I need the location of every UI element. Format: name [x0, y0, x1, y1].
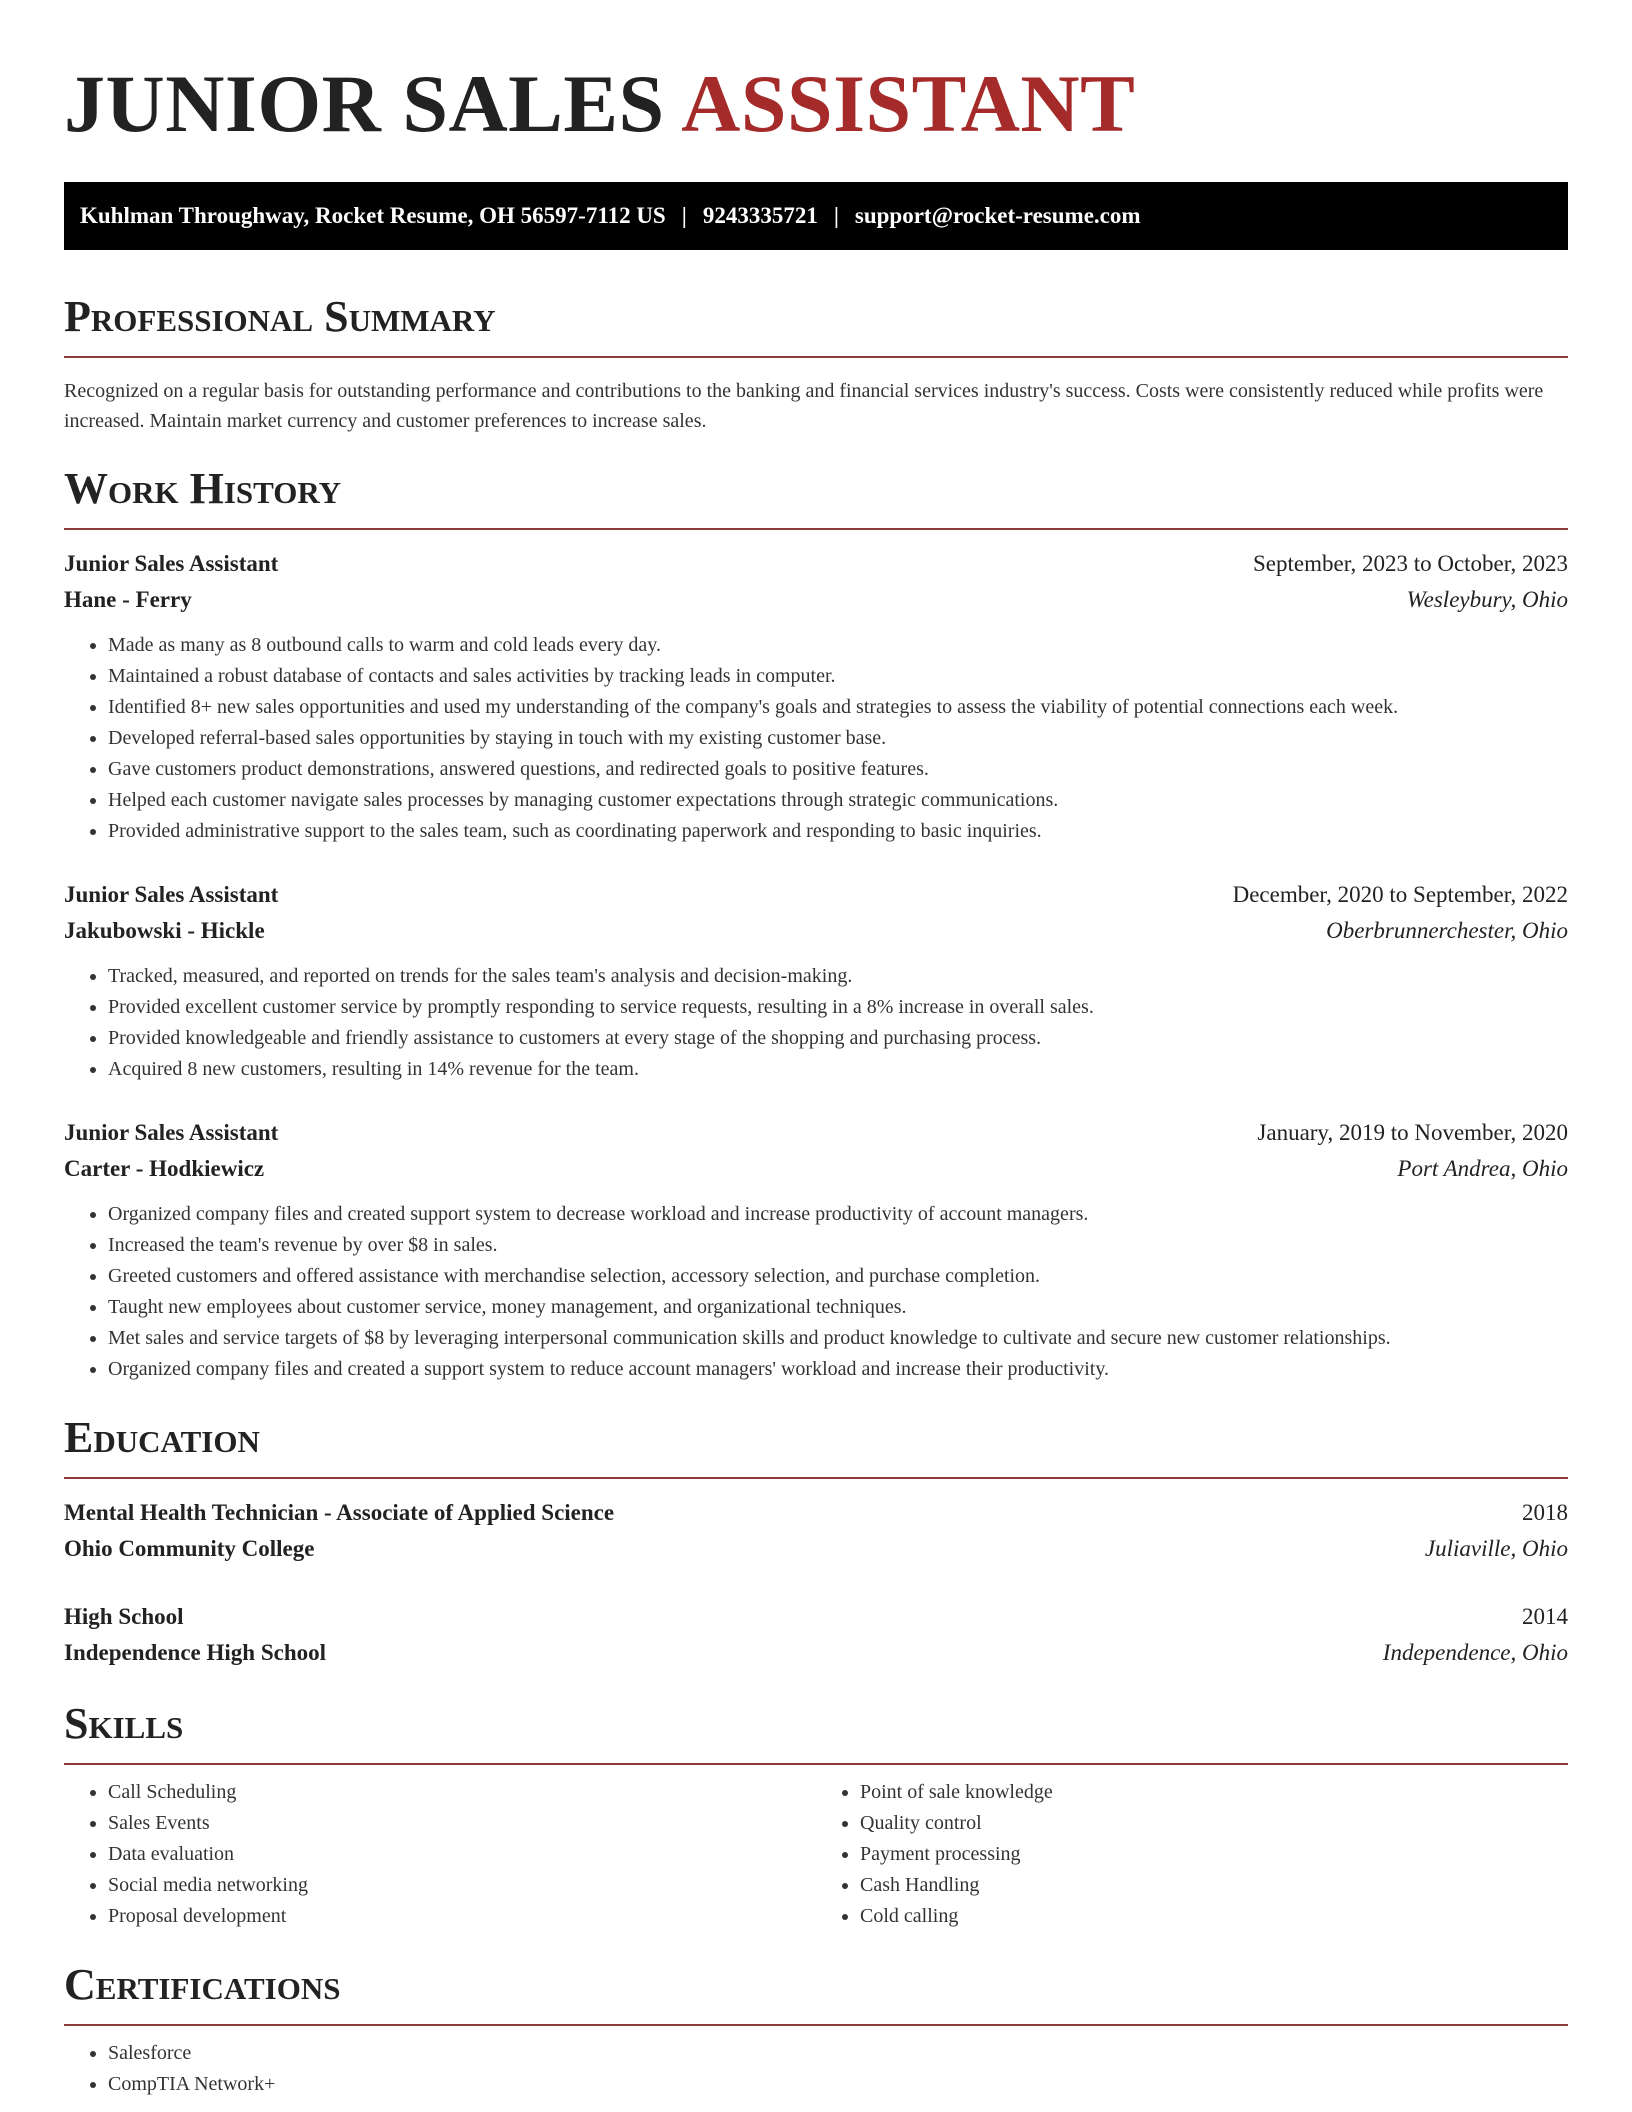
- list-item: • Helped each customer navigate sales processes by managing customer expectations through strategic communications.: [108, 785, 1568, 816]
- list-item: • Sales Events: [108, 1808, 816, 1839]
- contact-separator: |: [833, 203, 839, 228]
- list-item: • Proposal development: [108, 1901, 816, 1932]
- contact-bar: [64, 182, 1568, 250]
- resume-content: [64, 0, 1568, 2100]
- education-entry: [64, 1599, 1568, 1671]
- title-main: JUNIOR SALES: [64, 58, 665, 149]
- job-location: Oberbrunnerchester, Ohio: [1326, 918, 1568, 943]
- contact-phone: 9243335721: [702, 203, 818, 228]
- job-dates: January, 2019 to November, 2020: [1257, 1120, 1568, 1145]
- education-heading: Education: [64, 1413, 260, 1462]
- education-degree: Mental Health Technician - Associate of Applied Science: [64, 1500, 615, 1525]
- list-item: • Acquired 8 new customers, resulting in 14% revenue for the team.: [108, 1054, 1568, 1085]
- job-company: Jakubowski - Hickle: [64, 918, 265, 943]
- job-entry: [64, 877, 1568, 1085]
- list-item: • Call Scheduling: [108, 1777, 816, 1808]
- contact-separator: |: [681, 203, 687, 228]
- list-item: • Organized company files and created support system to decrease workload and increase productivity of account managers.: [108, 1199, 1568, 1230]
- list-item: • Greeted customers and offered assistance with merchandise selection, accessory selection, and purchase completion.: [108, 1261, 1568, 1292]
- skills-heading: Skills: [64, 1699, 184, 1748]
- job-title: Junior Sales Assistant: [64, 1120, 279, 1145]
- job-title: Junior Sales Assistant: [64, 551, 279, 576]
- job-dates: September, 2023 to October, 2023: [1253, 551, 1568, 576]
- resume-title: [64, 58, 1568, 150]
- list-item: • Payment processing: [860, 1839, 1568, 1870]
- job-title: Junior Sales Assistant: [64, 882, 279, 907]
- certifications-list: [64, 2038, 1568, 2100]
- section-divider: [64, 1477, 1568, 1479]
- work-heading: Work History: [64, 464, 342, 513]
- list-item: • Provided knowledgeable and friendly assistance to customers at every stage of the shopping and purchasing process.: [108, 1023, 1568, 1054]
- list-item: • Quality control: [860, 1808, 1568, 1839]
- list-item: • Salesforce: [108, 2038, 1568, 2069]
- list-item: • Provided excellent customer service by promptly responding to service requests, resulting in a 8% increase in overall sales.: [108, 992, 1568, 1023]
- list-item: • Cold calling: [860, 1901, 1568, 1932]
- list-item: • Gave customers product demonstrations, answered questions, and redirected goals to positive features.: [108, 754, 1568, 785]
- job-company: Hane - Ferry: [64, 587, 192, 612]
- summary-heading: Professional Summary: [64, 292, 496, 341]
- list-item: • Met sales and service targets of $8 by leveraging interpersonal communication skills and product knowledge to cultivate and secure new customer relationships.: [108, 1323, 1568, 1354]
- list-item: • CompTIA Network+: [108, 2069, 1568, 2100]
- list-item: • Provided administrative support to the sales team, such as coordinating paperwork and responding to basic inquiries.: [108, 816, 1568, 847]
- job-bullets: [64, 1199, 1568, 1385]
- list-item: • Made as many as 8 outbound calls to warm and cold leads every day.: [108, 630, 1568, 661]
- list-item: • Cash Handling: [860, 1870, 1568, 1901]
- education-school: Ohio Community College: [64, 1536, 315, 1561]
- list-item: • Tracked, measured, and reported on trends for the sales team's analysis and decision-making.: [108, 961, 1568, 992]
- section-divider: [64, 356, 1568, 358]
- job-bullets: [64, 630, 1568, 847]
- list-item: • Identified 8+ new sales opportunities and used my understanding of the company's goals and strategies to assess the viability of potential connections each week.: [108, 692, 1568, 723]
- list-item: • Developed referral-based sales opportunities by staying in touch with my existing customer base.: [108, 723, 1568, 754]
- section-divider: [64, 528, 1568, 530]
- skills-list-left: [64, 1777, 816, 1932]
- list-item: • Taught new employees about customer service, money management, and organizational techniques.: [108, 1292, 1568, 1323]
- education-year: 2018: [1522, 1500, 1568, 1525]
- list-item: • Data evaluation: [108, 1839, 816, 1870]
- work-section: [64, 464, 1568, 1385]
- contact-email: support@rocket-resume.com: [854, 203, 1141, 228]
- summary-text: Recognized on a regular basis for outstanding performance and contributions to the banking and financial services industry's success. Costs were consistently reduced while profits were increased. Maintain market currency and customer preferences to increase sales.: [64, 380, 1544, 432]
- education-entry: [64, 1495, 1568, 1567]
- title-accent: ASSISTANT: [681, 58, 1136, 149]
- job-company: Carter - Hodkiewicz: [64, 1156, 265, 1181]
- list-item: • Maintained a robust database of contacts and sales activities by tracking leads in computer.: [108, 661, 1568, 692]
- list-item: • Point of sale knowledge: [860, 1777, 1568, 1808]
- certifications-heading: Certifications: [64, 1960, 341, 2009]
- summary-section: [64, 292, 1568, 436]
- job-entry: [64, 1115, 1568, 1385]
- education-location: Juliaville, Ohio: [1424, 1536, 1568, 1561]
- certifications-section: [64, 1960, 1568, 2100]
- job-location: Wesleybury, Ohio: [1406, 587, 1568, 612]
- education-school: Independence High School: [64, 1640, 326, 1665]
- job-bullets: [64, 961, 1568, 1085]
- education-degree: High School: [64, 1604, 184, 1629]
- job-dates: December, 2020 to September, 2022: [1232, 882, 1568, 907]
- list-item: • Social media networking: [108, 1870, 816, 1901]
- section-divider: [64, 2024, 1568, 2026]
- education-section: [64, 1413, 1568, 1671]
- skills-section: [64, 1699, 1568, 1932]
- job-entry: [64, 546, 1568, 847]
- job-location: Port Andrea, Ohio: [1397, 1156, 1568, 1181]
- education-location: Independence, Ohio: [1382, 1640, 1568, 1665]
- skills-list-right: [816, 1777, 1568, 1932]
- contact-address: Kuhlman Throughway, Rocket Resume, OH 56597-7112 US: [80, 203, 666, 228]
- section-divider: [64, 1763, 1568, 1765]
- skills-grid: [64, 1777, 1568, 1932]
- list-item: • Increased the team's revenue by over $8 in sales.: [108, 1230, 1568, 1261]
- list-item: • Organized company files and created a support system to reduce account managers' workload and increase their productivity.: [108, 1354, 1568, 1385]
- education-year: 2014: [1522, 1604, 1568, 1629]
